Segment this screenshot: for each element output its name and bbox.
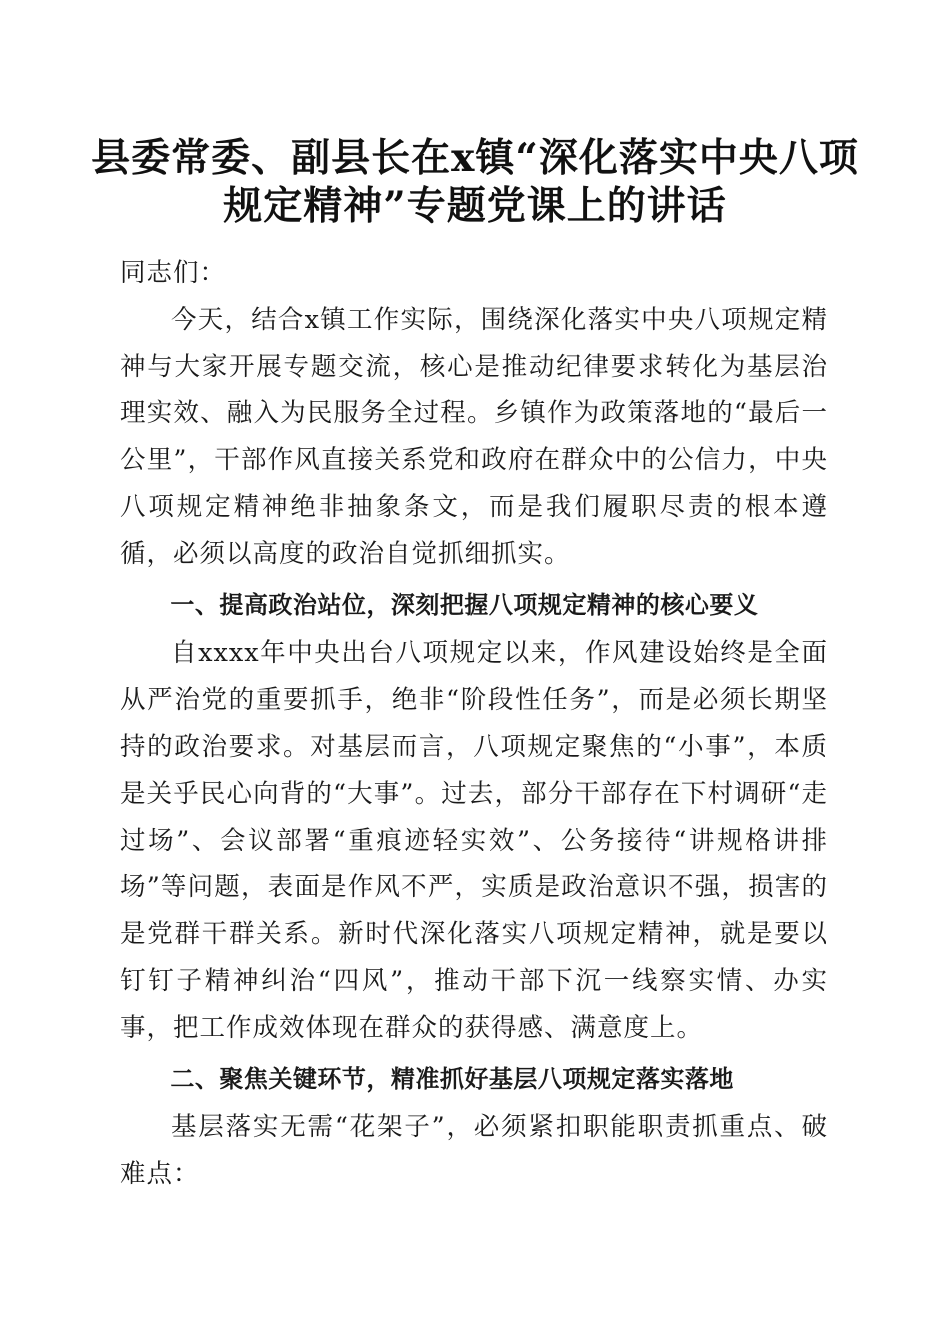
intro-paragraph: 今天，结合x镇工作实际，围绕深化落实中央八项规定精神与大家开展专题交流，核心是推动纪律要求转化为基层治理实效、融入为民服务全过程。乡镇作为政策落地的“最后一公里”，干部作风直接关系党和政府在群众中的公信力，中央八项规定精神绝非抽象条文，而是我们履职尽责的根本遵循，必须以高度的政治自觉抓细抓实。 [120,304,828,569]
section-2-paragraph: 基层落实无需“花架子”，必须紧扣职能职责抓重点、破难点： [120,1112,828,1190]
section-2-heading: 二、聚焦关键环节，精准抓好基层八项规定落实落地 [170,1064,734,1093]
title-line-1: 县委常委、副县长在x镇“深化落实中央八项 [91,135,859,181]
document-title [60,134,890,230]
title-line-2: 规定精神”专题党课上的讲话 [223,183,727,229]
section-1-heading: 一、提高政治站位，深刻把握八项规定精神的核心要义 [170,590,759,619]
section-1-paragraph: 自xxxx年中央出台八项规定以来，作风建设始终是全面从严治党的重要抓手，绝非“阶段性任务”，而是必须长期坚持的政治要求。对基层而言，八项规定聚焦的“小事”，本质是关乎民心向背的“大事”。过去，部分干部存在下村调研“走过场”、会议部署“重痕迹轻实效”、公务接待“讲规格讲排场”等问题，表面是作风不严，实质是政治意识不强，损害的是党群干群关系。新时代深化落实八项规定精神，就是要以钉钉子精神纠治“四风”，推动干部下沉一线察实情、办实事，把工作成效体现在群众的获得感、满意度上。 [120,638,828,1043]
salutation: 同志们： [120,258,227,288]
document-body [120,250,828,1198]
